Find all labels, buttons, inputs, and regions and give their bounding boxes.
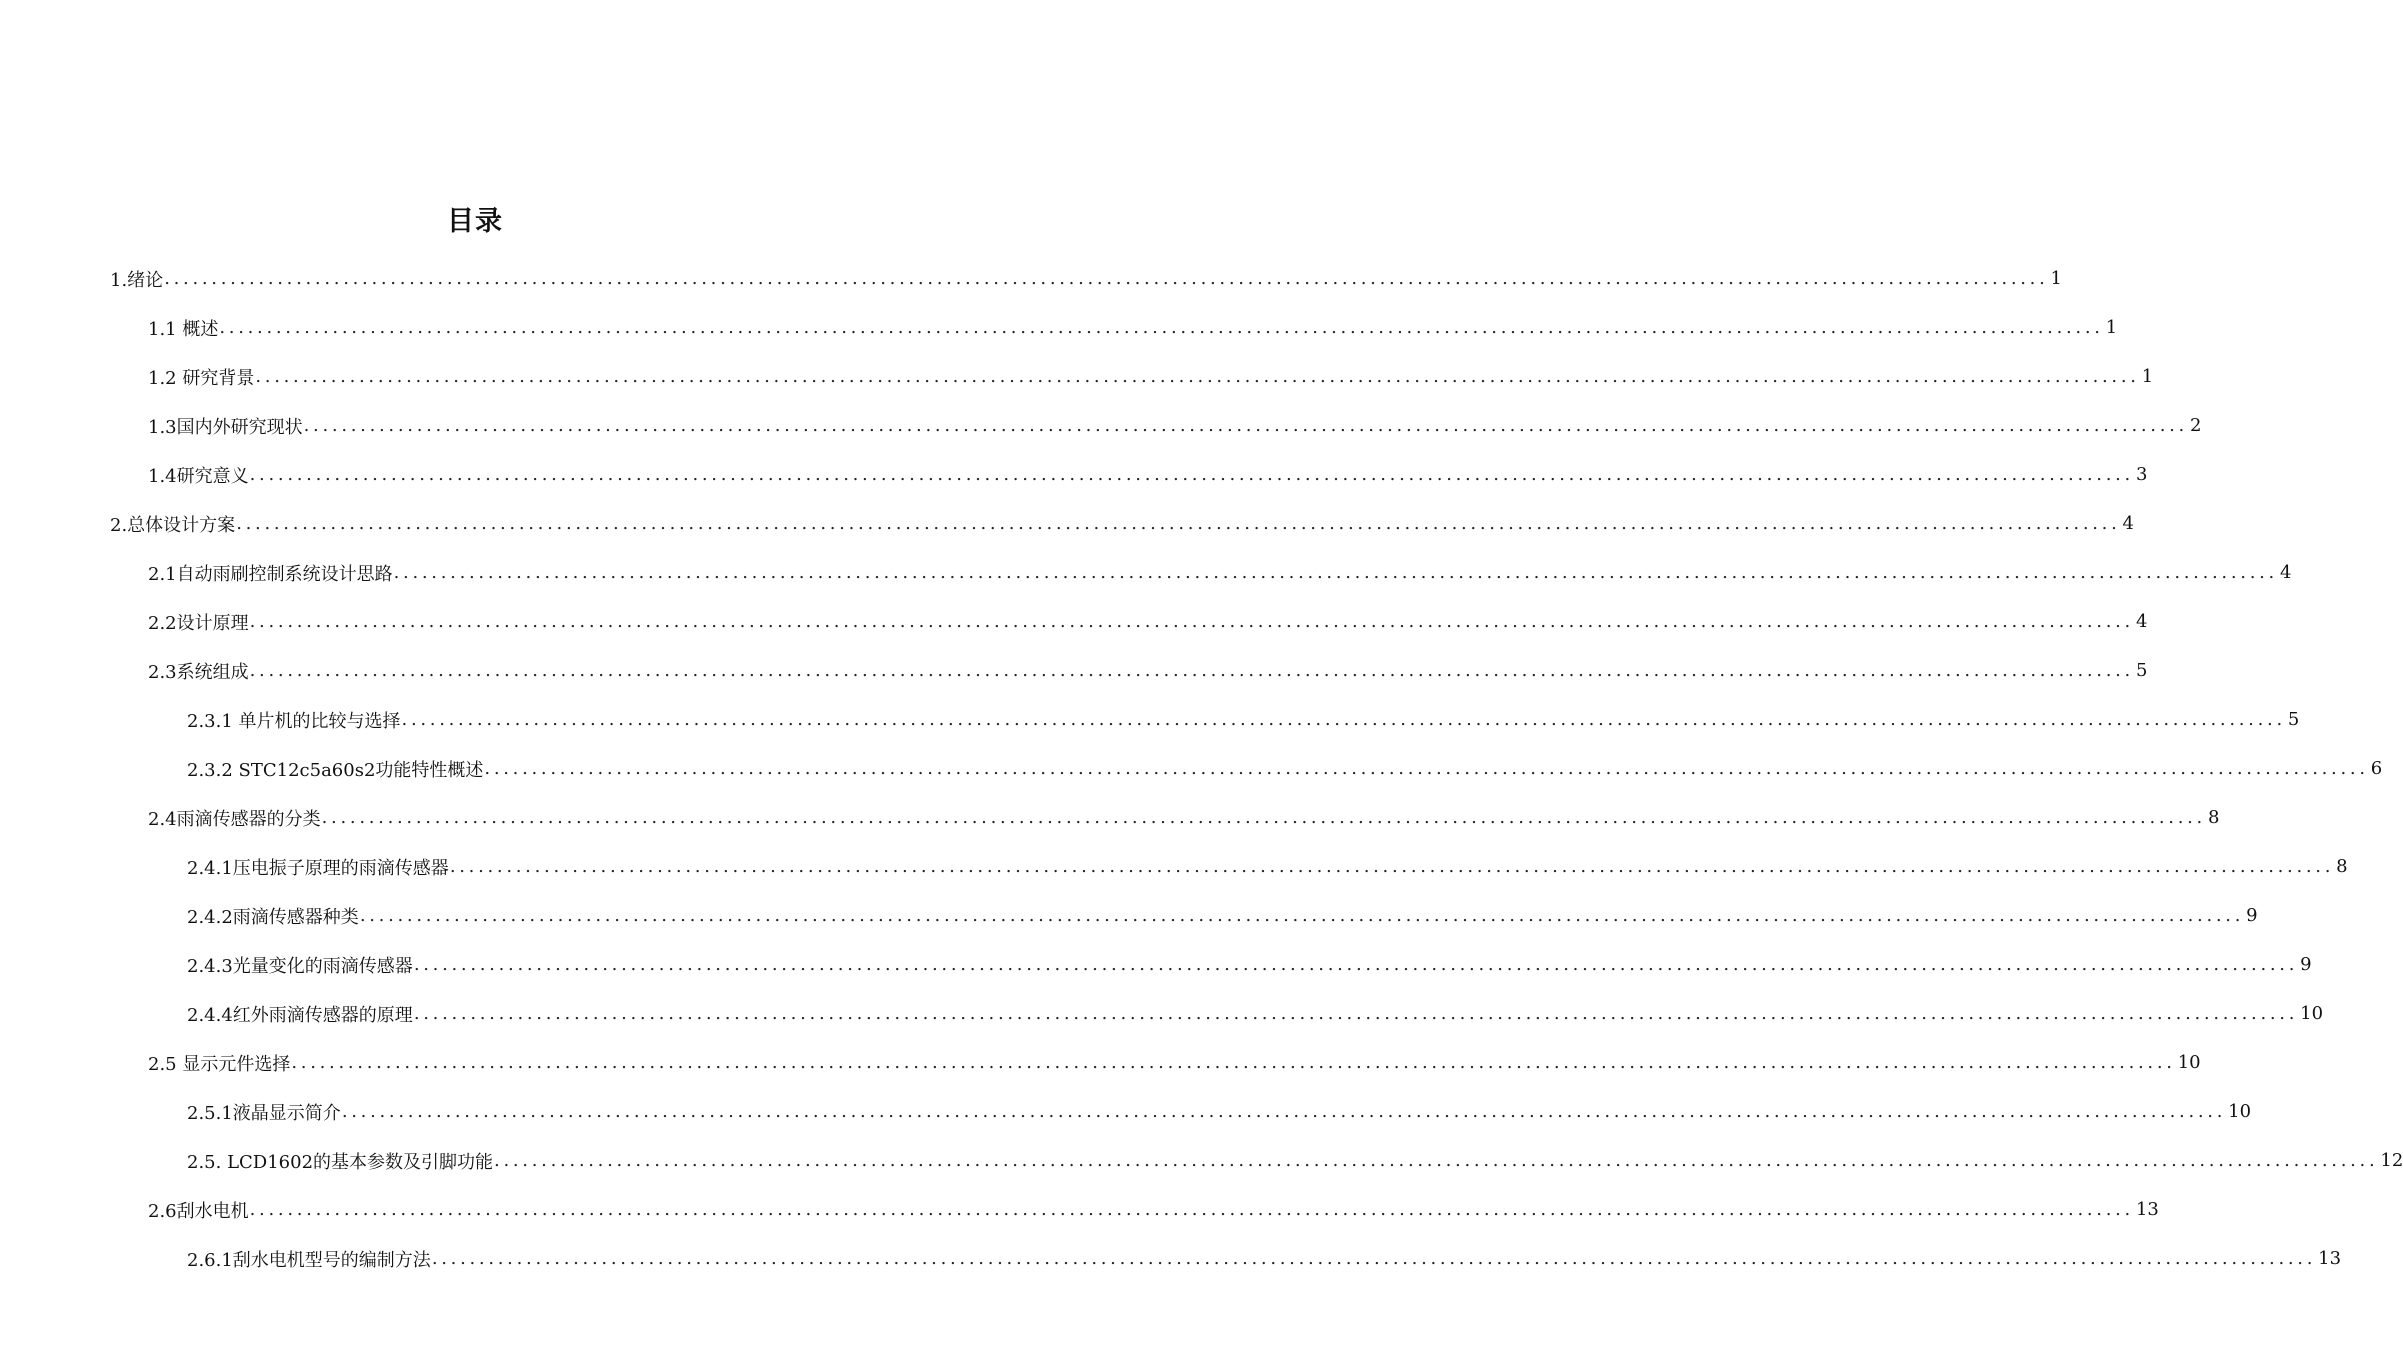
toc-entry-label: 1.1 概述 bbox=[148, 318, 219, 340]
dot-leader: ........................................................................................................................................................................................................ bbox=[401, 709, 2286, 730]
toc-entry-label: 1.4研究意义 bbox=[148, 465, 249, 487]
toc-entry-page: 2 bbox=[2189, 415, 2202, 436]
dot-leader: ........................................................................................................................................................................................................ bbox=[249, 611, 2134, 632]
toc-entry-page: 1 bbox=[2141, 366, 2154, 387]
toc-entry-label: 2.2设计原理 bbox=[148, 612, 249, 634]
toc-entry-label: 2.4.2雨滴传感器种类 bbox=[187, 906, 359, 928]
toc-entry[interactable] bbox=[0, 695, 2300, 744]
toc-entry[interactable] bbox=[0, 352, 2154, 401]
toc-entry-page: 12 bbox=[2380, 1150, 2403, 1171]
dot-leader: ........................................................................................................................................................................................................ bbox=[291, 1052, 2176, 1073]
toc-entry[interactable] bbox=[0, 842, 2348, 891]
toc-entry-label: 1.绪论 bbox=[110, 269, 164, 291]
dot-leader: ........................................................................................................................................................................................................ bbox=[431, 1248, 2317, 1269]
dot-leader: ........................................................................................................................................................................................................ bbox=[303, 415, 2188, 436]
toc-entry-label: 2.6.1刮水电机型号的编制方法 bbox=[187, 1249, 431, 1271]
toc-entry[interactable] bbox=[0, 254, 2062, 303]
toc-entry[interactable] bbox=[0, 548, 2292, 597]
toc-entry-label: 2.1自动雨刷控制系统设计思路 bbox=[148, 563, 393, 585]
toc-entry-label: 2.3系统组成 bbox=[148, 661, 249, 683]
dot-leader: ........................................................................................................................................................................................................ bbox=[413, 954, 2299, 975]
toc-entry-label: 2.4雨滴传感器的分类 bbox=[148, 808, 321, 830]
toc-entry-page: 6 bbox=[2370, 758, 2383, 779]
toc-entry-page: 4 bbox=[2135, 611, 2148, 632]
toc-entry-page: 10 bbox=[2300, 1003, 2324, 1024]
toc-entry-page: 8 bbox=[2207, 807, 2220, 828]
toc-entry[interactable] bbox=[0, 450, 2148, 499]
dot-leader: ........................................................................................................................................................................................................ bbox=[219, 317, 2104, 338]
dot-leader: ........................................................................................................................................................................................................ bbox=[249, 464, 2134, 485]
toc-entry-label: 2.总体设计方案 bbox=[110, 514, 236, 536]
dot-leader: ........................................................................................................................................................................................................ bbox=[494, 1150, 2379, 1171]
toc-entry[interactable] bbox=[0, 1136, 2403, 1185]
toc-entry-label: 2.5. LCD1602的基本参数及引脚功能 bbox=[187, 1151, 494, 1173]
toc-entry[interactable] bbox=[0, 1087, 2252, 1136]
toc-entry[interactable] bbox=[0, 1185, 2159, 1234]
toc-entry-page: 13 bbox=[2318, 1248, 2342, 1269]
dot-leader: ........................................................................................................................................................................................................ bbox=[341, 1101, 2227, 1122]
toc-entry[interactable] bbox=[0, 1038, 2201, 1087]
toc-title: 目录 bbox=[447, 206, 503, 238]
dot-leader: ........................................................................................................................................................................................................ bbox=[484, 758, 2369, 779]
toc-entry[interactable] bbox=[0, 303, 2118, 352]
toc-entry-page: 5 bbox=[2287, 709, 2300, 730]
toc-entry[interactable] bbox=[0, 744, 2383, 793]
toc-entry[interactable] bbox=[0, 401, 2202, 450]
dot-leader: ........................................................................................................................................................................................................ bbox=[164, 268, 2049, 289]
toc-entry-label: 2.6刮水电机 bbox=[148, 1200, 249, 1222]
toc-entry-label: 2.5.1液晶显示简介 bbox=[187, 1102, 341, 1124]
toc-entry-page: 5 bbox=[2135, 660, 2148, 681]
toc-entry[interactable] bbox=[0, 1234, 2342, 1283]
toc-entry[interactable] bbox=[0, 891, 2258, 940]
dot-leader: ........................................................................................................................................................................................................ bbox=[321, 807, 2206, 828]
dot-leader: ........................................................................................................................................................................................................ bbox=[249, 1199, 2134, 1220]
toc-entry-label: 2.3.2 STC12c5a60s2功能特性概述 bbox=[187, 759, 484, 781]
toc-entry-page: 9 bbox=[2300, 954, 2312, 975]
toc-entry-page: 10 bbox=[2177, 1052, 2201, 1073]
toc-entry-page: 1 bbox=[2105, 317, 2118, 338]
toc-entry-page: 3 bbox=[2135, 464, 2148, 485]
toc-entry-label: 2.3.1 单片机的比较与选择 bbox=[187, 710, 401, 732]
toc-entry-label: 1.3国内外研究现状 bbox=[148, 416, 303, 438]
toc-entry[interactable] bbox=[0, 793, 2220, 842]
toc-entry[interactable] bbox=[0, 989, 2324, 1038]
toc-entry-label: 2.4.3光量变化的雨滴传感器 bbox=[187, 955, 413, 977]
toc-entry-page: 4 bbox=[2122, 513, 2134, 534]
toc-entry[interactable] bbox=[0, 597, 2148, 646]
toc-entry[interactable] bbox=[0, 940, 2312, 989]
dot-leader: ........................................................................................................................................................................................................ bbox=[249, 660, 2134, 681]
toc-entry-label: 1.2 研究背景 bbox=[148, 367, 255, 389]
toc-entry-page: 13 bbox=[2135, 1199, 2159, 1220]
dot-leader: ........................................................................................................................................................................................................ bbox=[413, 1003, 2299, 1024]
toc-entry-page: 9 bbox=[2246, 905, 2258, 926]
toc-entry-label: 2.4.4红外雨滴传感器的原理 bbox=[187, 1004, 413, 1026]
toc-entry-page: 8 bbox=[2336, 856, 2348, 877]
table-of-contents bbox=[0, 254, 2403, 1283]
toc-entry-page: 10 bbox=[2228, 1101, 2252, 1122]
dot-leader: ........................................................................................................................................................................................................ bbox=[449, 856, 2335, 877]
dot-leader: ........................................................................................................................................................................................................ bbox=[393, 562, 2278, 583]
dot-leader: ........................................................................................................................................................................................................ bbox=[255, 366, 2140, 387]
toc-entry-page: 4 bbox=[2279, 562, 2292, 583]
dot-leader: ........................................................................................................................................................................................................ bbox=[236, 513, 2121, 534]
toc-entry-label: 2.4.1压电振子原理的雨滴传感器 bbox=[187, 857, 449, 879]
toc-entry-page: 1 bbox=[2050, 268, 2062, 289]
toc-entry-label: 2.5 显示元件选择 bbox=[148, 1053, 291, 1075]
dot-leader: ........................................................................................................................................................................................................ bbox=[359, 905, 2245, 926]
toc-entry[interactable] bbox=[0, 646, 2148, 695]
toc-entry[interactable] bbox=[0, 499, 2134, 548]
